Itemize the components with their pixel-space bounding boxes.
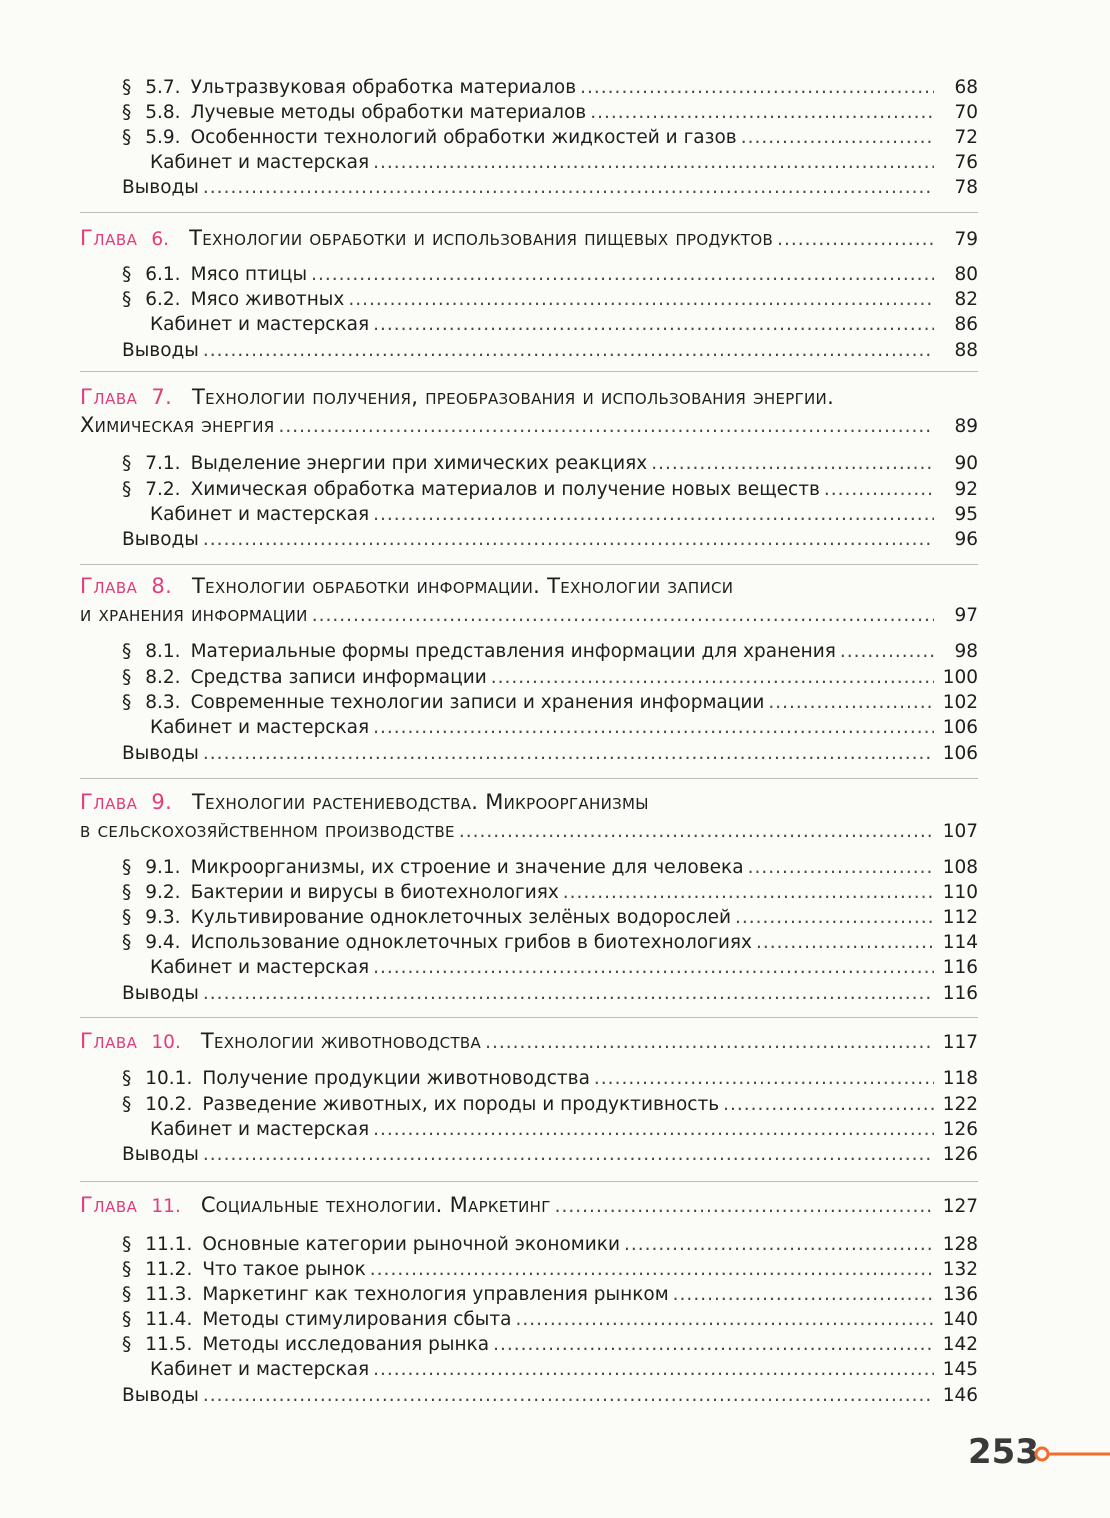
toc-sub-row[interactable] bbox=[0, 1358, 1110, 1382]
workshop-title: Кабинет и мастерская bbox=[150, 1359, 370, 1380]
dot-leader bbox=[373, 956, 934, 980]
section-number: 11.1. bbox=[145, 1234, 193, 1255]
toc-chapter-row[interactable] bbox=[0, 226, 1110, 252]
toc-sub-row[interactable] bbox=[0, 1118, 1110, 1142]
page-ref: 126 bbox=[942, 1144, 978, 1165]
section-number: 8.1. bbox=[145, 641, 181, 662]
dot-leader bbox=[459, 820, 934, 844]
dot-leader bbox=[563, 881, 934, 905]
page-ref: 146 bbox=[942, 1385, 978, 1406]
section-number: 8.2. bbox=[145, 667, 181, 688]
page-ref: 76 bbox=[954, 152, 978, 173]
section-number: 5.7. bbox=[145, 77, 181, 98]
page-ref: 140 bbox=[942, 1309, 978, 1330]
section-title: Химическая обработка материалов и получение новых веществ bbox=[190, 479, 820, 500]
section-sign: § bbox=[122, 453, 132, 474]
toc-summary-row[interactable] bbox=[0, 528, 1110, 552]
page-ref: 112 bbox=[942, 907, 978, 928]
page-ref: 122 bbox=[942, 1094, 978, 1115]
dot-leader bbox=[203, 982, 934, 1006]
chapter-label: Глава bbox=[80, 790, 138, 814]
chapter-divider bbox=[80, 778, 978, 779]
dot-leader bbox=[373, 151, 934, 175]
chapter-divider bbox=[80, 212, 978, 213]
toc-section-row[interactable] bbox=[0, 478, 1110, 502]
workshop-title: Кабинет и мастерская bbox=[150, 504, 370, 525]
chapter-title: Социальные технологии. Маркетинг bbox=[200, 1193, 551, 1217]
toc-section-row[interactable] bbox=[0, 881, 1110, 905]
dot-leader bbox=[491, 666, 934, 690]
dot-leader bbox=[203, 1143, 934, 1167]
section-number: 9.2. bbox=[145, 882, 181, 903]
page-ref: 106 bbox=[942, 717, 978, 738]
page-ref: 98 bbox=[954, 641, 978, 662]
page-ref: 136 bbox=[942, 1284, 978, 1305]
section-sign: § bbox=[122, 857, 132, 878]
chapter-label: Глава bbox=[80, 385, 138, 409]
section-sign: § bbox=[122, 1284, 132, 1305]
section-number: 7.1. bbox=[145, 453, 181, 474]
page-ref: 92 bbox=[954, 479, 978, 500]
section-title: Мясо животных bbox=[190, 289, 345, 310]
dot-leader bbox=[580, 76, 934, 100]
section-sign: § bbox=[122, 264, 132, 285]
section-number: 6.2. bbox=[145, 289, 181, 310]
section-sign: § bbox=[122, 882, 132, 903]
chapter-number: 7. bbox=[151, 385, 173, 409]
section-sign: § bbox=[122, 907, 132, 928]
page-ref: 126 bbox=[942, 1119, 978, 1140]
workshop-title: Кабинет и мастерская bbox=[150, 152, 370, 173]
section-number: 11.4. bbox=[145, 1309, 193, 1330]
toc-section-row[interactable] bbox=[0, 691, 1110, 715]
chapter-label: Глава bbox=[80, 1029, 138, 1053]
section-number: 9.4. bbox=[145, 932, 181, 953]
section-title: Современные технологии записи и хранения информации bbox=[190, 692, 765, 713]
toc-chapter-row[interactable] bbox=[0, 1193, 1110, 1219]
dot-leader bbox=[373, 1358, 934, 1382]
dot-leader bbox=[594, 1067, 934, 1091]
page-ref: 114 bbox=[942, 932, 978, 953]
section-title: Получение продукции животноводства bbox=[202, 1068, 590, 1089]
dot-leader bbox=[768, 691, 934, 715]
dot-leader bbox=[203, 1384, 934, 1408]
chapter-divider bbox=[80, 1017, 978, 1018]
chapter-title-continued: в сельскохозяйственном производстве bbox=[80, 818, 455, 842]
toc-summary-row[interactable] bbox=[0, 176, 1110, 200]
dot-leader bbox=[673, 1283, 934, 1307]
dot-leader bbox=[840, 640, 934, 664]
toc-sub-row[interactable] bbox=[0, 956, 1110, 980]
section-number: 6.1. bbox=[145, 264, 181, 285]
toc-chapter-row[interactable] bbox=[0, 1029, 1110, 1055]
dot-leader bbox=[311, 263, 934, 287]
chapter-number: 11. bbox=[151, 1196, 181, 1217]
section-title: Выделение энергии при химических реакциях bbox=[190, 453, 648, 474]
section-number: 9.1. bbox=[145, 857, 181, 878]
dot-leader bbox=[735, 906, 934, 930]
page-ref: 80 bbox=[954, 264, 978, 285]
page-ref: 89 bbox=[954, 416, 978, 437]
chapter-heading-line[interactable] bbox=[80, 574, 733, 598]
section-number: 10.1. bbox=[145, 1068, 193, 1089]
chapter-label: Глава bbox=[80, 1193, 138, 1217]
section-sign: § bbox=[122, 289, 132, 310]
section-number: 8.3. bbox=[145, 692, 181, 713]
page-ref: 128 bbox=[942, 1234, 978, 1255]
toc-section-row[interactable] bbox=[0, 931, 1110, 955]
dot-leader bbox=[777, 228, 934, 252]
dot-leader bbox=[624, 1233, 934, 1257]
toc-sub-row[interactable] bbox=[0, 503, 1110, 527]
section-number: 7.2. bbox=[145, 479, 181, 500]
toc-section-row[interactable] bbox=[0, 263, 1110, 287]
page-ref: 82 bbox=[954, 289, 978, 310]
toc-summary-row[interactable] bbox=[0, 339, 1110, 363]
section-title: Что такое рынок bbox=[202, 1259, 366, 1280]
workshop-title: Кабинет и мастерская bbox=[150, 1119, 370, 1140]
section-title: Особенности технологий обработки жидкостей и газов bbox=[190, 127, 737, 148]
page-ref: 102 bbox=[942, 692, 978, 713]
toc-summary-row[interactable] bbox=[0, 982, 1110, 1006]
section-title: Лучевые методы обработки материалов bbox=[190, 102, 587, 123]
dot-leader bbox=[555, 1195, 934, 1219]
section-title: Мясо птицы bbox=[190, 264, 308, 285]
section-sign: § bbox=[122, 1094, 132, 1115]
page-ref: 70 bbox=[954, 102, 978, 123]
chapter-title-continued: и хранения информации bbox=[80, 602, 308, 626]
page-ref: 100 bbox=[942, 667, 978, 688]
dot-leader bbox=[590, 101, 934, 125]
toc-sub-row[interactable] bbox=[0, 716, 1110, 740]
page-ref: 95 bbox=[954, 504, 978, 525]
section-title: Методы стимулирования сбыта bbox=[202, 1309, 512, 1330]
chapter-title: Технологии обработки и использования пищевых продуктов bbox=[189, 226, 774, 250]
section-number: 10.2. bbox=[145, 1094, 193, 1115]
toc-section-row[interactable] bbox=[0, 1333, 1110, 1357]
toc-section-row[interactable] bbox=[0, 288, 1110, 312]
toc-chapter2-row[interactable] bbox=[0, 602, 1110, 628]
section-sign: § bbox=[122, 1309, 132, 1330]
toc-section-row[interactable] bbox=[0, 1233, 1110, 1257]
summary-title: Выводы bbox=[122, 529, 199, 550]
toc-section-row[interactable] bbox=[0, 1258, 1110, 1282]
dot-leader bbox=[485, 1031, 934, 1055]
summary-title: Выводы bbox=[122, 983, 199, 1004]
section-number: 5.9. bbox=[145, 127, 181, 148]
dot-leader bbox=[373, 716, 934, 740]
page-ref: 107 bbox=[942, 821, 978, 842]
toc-section-row[interactable] bbox=[0, 1308, 1110, 1332]
page-ref: 78 bbox=[954, 177, 978, 198]
chapter-divider bbox=[80, 371, 978, 372]
chapter-heading-line[interactable] bbox=[80, 790, 649, 814]
page-ref: 97 bbox=[954, 605, 978, 626]
page-ref: 116 bbox=[942, 957, 978, 978]
page-ref: 106 bbox=[942, 743, 978, 764]
chapter-title: Технологии животноводства bbox=[200, 1029, 482, 1053]
dot-leader bbox=[373, 1118, 934, 1142]
workshop-title: Кабинет и мастерская bbox=[150, 717, 370, 738]
summary-title: Выводы bbox=[122, 1144, 199, 1165]
section-sign: § bbox=[122, 1068, 132, 1089]
dot-leader bbox=[312, 604, 934, 628]
page-number-ornament bbox=[1034, 1444, 1110, 1464]
toc-section-row[interactable] bbox=[0, 1067, 1110, 1091]
chapter-number: 10. bbox=[151, 1032, 181, 1053]
page-ref: 79 bbox=[954, 229, 978, 250]
section-sign: § bbox=[122, 1259, 132, 1280]
page-ref: 142 bbox=[942, 1334, 978, 1355]
section-number: 9.3. bbox=[145, 907, 181, 928]
page-number: 253 bbox=[968, 1432, 1039, 1472]
section-title: Маркетинг как технология управления рынком bbox=[202, 1284, 669, 1305]
page-ref: 116 bbox=[942, 983, 978, 1004]
dot-leader bbox=[741, 126, 934, 150]
dot-leader bbox=[756, 931, 934, 955]
toc-section-row[interactable] bbox=[0, 1093, 1110, 1117]
toc-section-row[interactable] bbox=[0, 640, 1110, 664]
toc-section-row[interactable] bbox=[0, 1283, 1110, 1307]
dot-leader bbox=[373, 503, 934, 527]
summary-title: Выводы bbox=[122, 340, 199, 361]
toc-section-row[interactable] bbox=[0, 76, 1110, 100]
dot-leader bbox=[651, 452, 934, 476]
section-title: Бактерии и вирусы в биотехнологиях bbox=[190, 882, 559, 903]
section-sign: § bbox=[122, 667, 132, 688]
section-number: 11.2. bbox=[145, 1259, 193, 1280]
chapter-title: Технологии обработки информации. Технологии записи bbox=[192, 574, 734, 598]
toc-section-row[interactable] bbox=[0, 906, 1110, 930]
toc-summary-row[interactable] bbox=[0, 742, 1110, 766]
section-title: Средства записи информации bbox=[190, 667, 487, 688]
section-title: Использование одноклеточных грибов в биотехнологиях bbox=[190, 932, 752, 953]
page-ref: 110 bbox=[942, 882, 978, 903]
page-ref: 132 bbox=[942, 1259, 978, 1280]
page-ref: 90 bbox=[954, 453, 978, 474]
section-sign: § bbox=[122, 479, 132, 500]
section-title: Ультразвуковая обработка материалов bbox=[190, 77, 577, 98]
page-ref: 72 bbox=[954, 127, 978, 148]
toc-chapter2-row[interactable] bbox=[0, 413, 1110, 439]
dot-leader bbox=[203, 742, 934, 766]
page-ref: 96 bbox=[954, 529, 978, 550]
toc-section-row[interactable] bbox=[0, 666, 1110, 690]
chapter-label: Глава bbox=[80, 226, 138, 250]
dot-leader bbox=[278, 415, 934, 439]
chapter-label: Глава bbox=[80, 574, 138, 598]
page-ref: 88 bbox=[954, 340, 978, 361]
page-ref: 118 bbox=[942, 1068, 978, 1089]
section-sign: § bbox=[122, 1334, 132, 1355]
summary-title: Выводы bbox=[122, 1385, 199, 1406]
dot-leader bbox=[373, 313, 934, 337]
page-ref: 108 bbox=[942, 857, 978, 878]
section-number: 11.5. bbox=[145, 1334, 193, 1355]
section-sign: § bbox=[122, 102, 132, 123]
chapter-number: 9. bbox=[151, 790, 173, 814]
section-title: Микроорганизмы, их строение и значение для человека bbox=[190, 857, 744, 878]
toc-sub-row[interactable] bbox=[0, 313, 1110, 337]
chapter-divider bbox=[80, 1181, 978, 1182]
toc-chapter2-row[interactable] bbox=[0, 818, 1110, 844]
section-number: 11.3. bbox=[145, 1284, 193, 1305]
chapter-number: 6. bbox=[151, 229, 170, 250]
chapter-divider bbox=[80, 564, 978, 565]
section-title: Методы исследования рынка bbox=[202, 1334, 490, 1355]
dot-leader bbox=[348, 288, 934, 312]
section-sign: § bbox=[122, 932, 132, 953]
dot-leader bbox=[493, 1333, 934, 1357]
dot-leader bbox=[370, 1258, 934, 1282]
workshop-title: Кабинет и мастерская bbox=[150, 957, 370, 978]
toc-section-row[interactable] bbox=[0, 101, 1110, 125]
page-ref: 68 bbox=[954, 77, 978, 98]
workshop-title: Кабинет и мастерская bbox=[150, 314, 370, 335]
dot-leader bbox=[203, 339, 934, 363]
section-sign: § bbox=[122, 127, 132, 148]
toc-section-row[interactable] bbox=[0, 126, 1110, 150]
page-ref: 117 bbox=[942, 1032, 978, 1053]
dot-leader bbox=[516, 1308, 935, 1332]
summary-title: Выводы bbox=[122, 177, 199, 198]
section-number: 5.8. bbox=[145, 102, 181, 123]
section-sign: § bbox=[122, 1234, 132, 1255]
dot-leader bbox=[748, 856, 934, 880]
toc-sub-row[interactable] bbox=[0, 151, 1110, 175]
toc-section-row[interactable] bbox=[0, 856, 1110, 880]
section-sign: § bbox=[122, 77, 132, 98]
chapter-title: Технологии растениеводства. Микроорганизмы bbox=[192, 790, 649, 814]
toc-section-row[interactable] bbox=[0, 452, 1110, 476]
section-title: Культивирование одноклеточных зелёных водорослей bbox=[190, 907, 731, 928]
chapter-number: 8. bbox=[151, 574, 173, 598]
dot-leader bbox=[723, 1093, 934, 1117]
summary-title: Выводы bbox=[122, 743, 199, 764]
page-ref: 86 bbox=[954, 314, 978, 335]
dot-leader bbox=[824, 478, 934, 502]
page-ref: 127 bbox=[942, 1196, 978, 1217]
section-title: Разведение животных, их породы и продуктивность bbox=[202, 1094, 720, 1115]
toc-summary-row[interactable] bbox=[0, 1384, 1110, 1408]
section-title: Основные категории рыночной экономики bbox=[202, 1234, 620, 1255]
chapter-title-continued: Химическая энергия bbox=[80, 413, 275, 437]
section-title: Материальные формы представления информации для хранения bbox=[190, 641, 836, 662]
toc-summary-row[interactable] bbox=[0, 1143, 1110, 1167]
page-ref: 145 bbox=[942, 1359, 978, 1380]
chapter-heading-line[interactable] bbox=[80, 385, 834, 409]
chapter-title: Технологии получения, преобразования и использования энергии. bbox=[192, 385, 835, 409]
section-sign: § bbox=[122, 641, 132, 662]
dot-leader bbox=[203, 528, 934, 552]
dot-leader bbox=[203, 176, 934, 200]
section-sign: § bbox=[122, 692, 132, 713]
